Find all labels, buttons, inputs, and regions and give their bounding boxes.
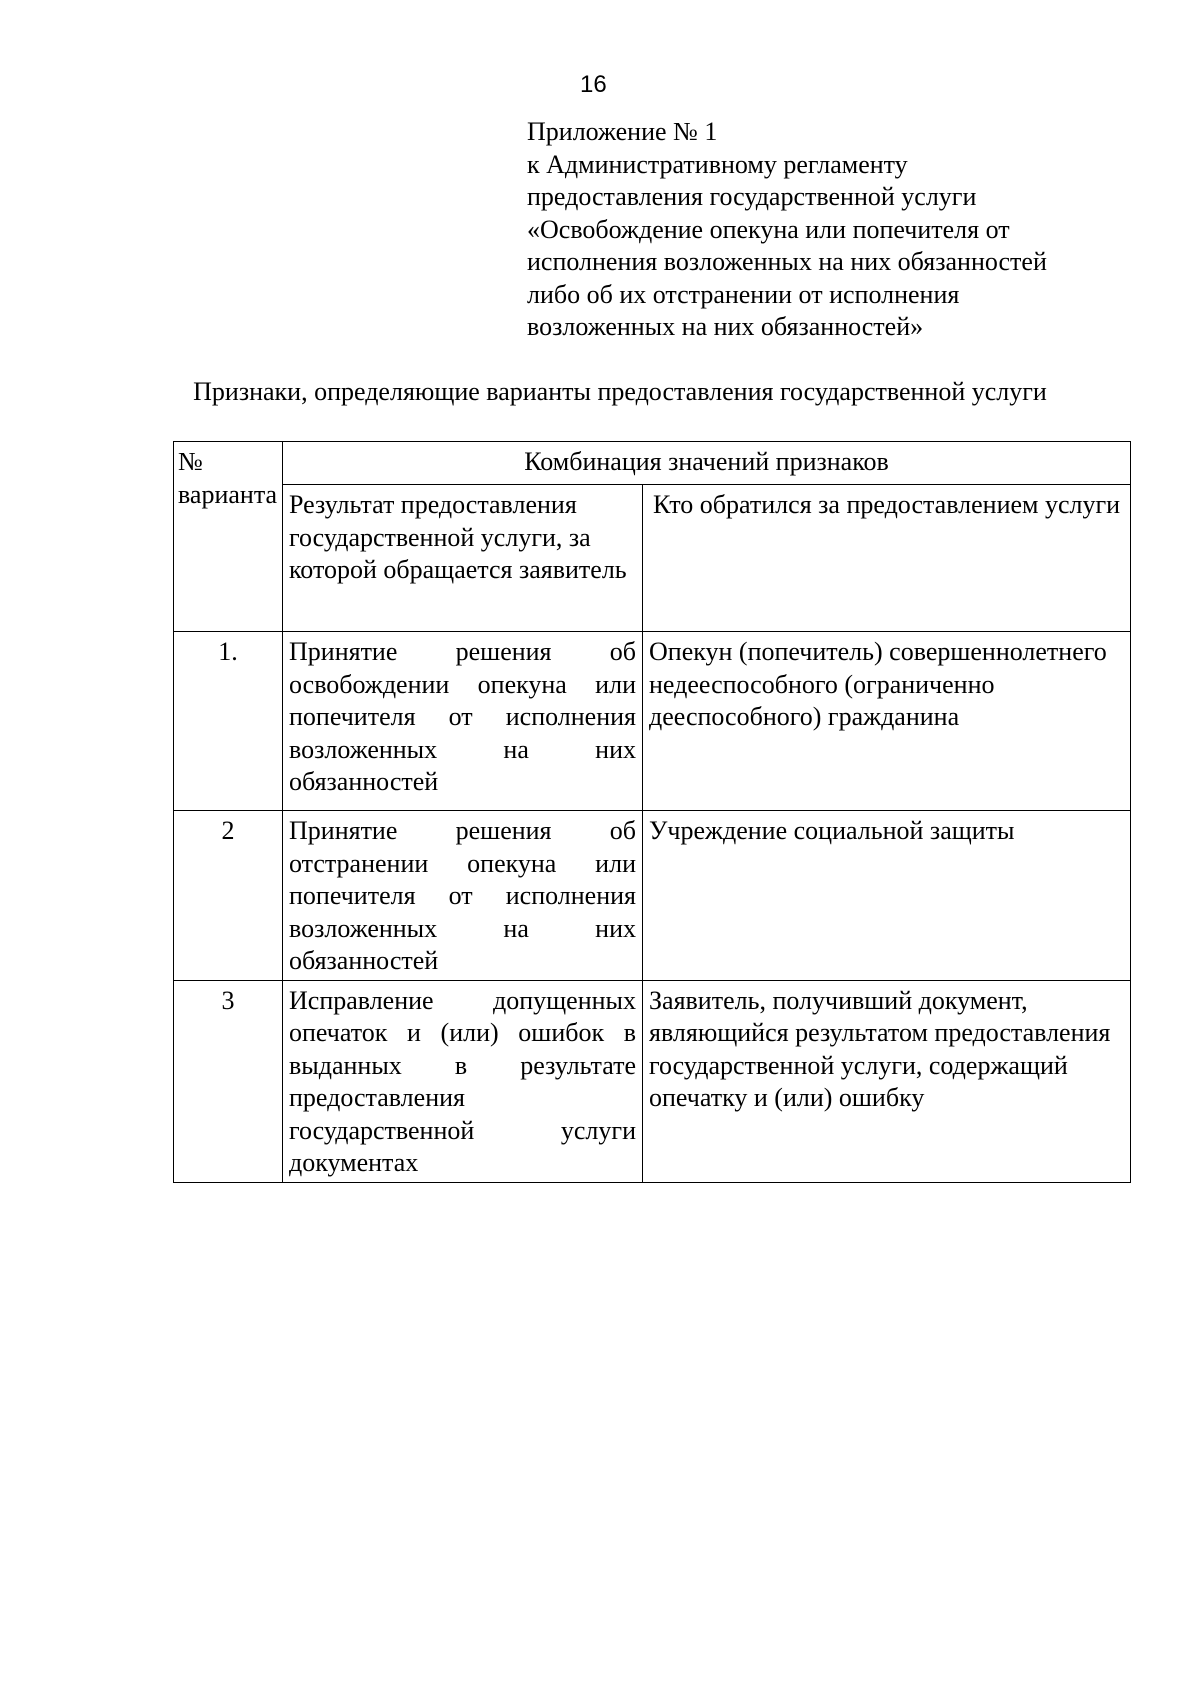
appendix-line: предоставления государственной услуги	[527, 182, 977, 211]
table-row	[174, 632, 1131, 811]
table-row	[174, 980, 1131, 1182]
appendix-line: Приложение № 1	[527, 117, 718, 146]
appendix-header	[527, 116, 1167, 344]
row-number: 2	[174, 811, 283, 981]
appendix-line: возложенных на них обязанностей»	[527, 312, 924, 341]
row-result: Принятие решения об отстранении опекуна или попечителя от исполнения возложенных на них обязанностей	[283, 811, 643, 981]
row-who-applied: Учреждение социальной защиты	[643, 811, 1131, 981]
appendix-line: либо об их отстранении от исполнения	[527, 279, 960, 309]
header-result: Результат предоставления государственной услуги, за которой обращается заявитель	[283, 485, 643, 632]
header-combination: Комбинация значений признаков	[283, 442, 1131, 485]
table-header-row	[174, 442, 1131, 485]
table-row	[174, 811, 1131, 981]
row-number: 3	[174, 980, 283, 1182]
appendix-line: к Административному регламенту	[527, 149, 908, 179]
page-number: 16	[580, 71, 607, 98]
appendix-line: «Освобождение опекуна или попечителя от	[527, 214, 1010, 244]
row-result: Исправление допущенных опечаток и (или) ошибок в выданных в результате предоставления государственной услуги документах	[283, 980, 643, 1182]
row-who-applied: Опекун (попечитель) совершеннолетнего недееспособного (ограниченно дееспособного) гражданина	[643, 632, 1131, 811]
row-who-applied: Заявитель, получивший документ, являющийся результатом предоставления государственной услуги, содержащий опечатку и (или) ошибку	[643, 980, 1131, 1182]
row-result: Принятие решения об освобождении опекуна или попечителя от исполнения возложенных на них обязанностей	[283, 632, 643, 811]
document-title: Признаки, определяющие варианты предоставления государственной услуги	[193, 377, 1047, 406]
header-variant-number: № варианта	[174, 442, 283, 632]
table-subheader-row	[174, 485, 1131, 632]
row-number: 1.	[174, 632, 283, 811]
variants-table	[173, 441, 1131, 1183]
header-who-applied: Кто обратился за предоставлением услуги	[643, 485, 1131, 632]
appendix-line: исполнения возложенных на них обязанностей	[527, 247, 1047, 276]
